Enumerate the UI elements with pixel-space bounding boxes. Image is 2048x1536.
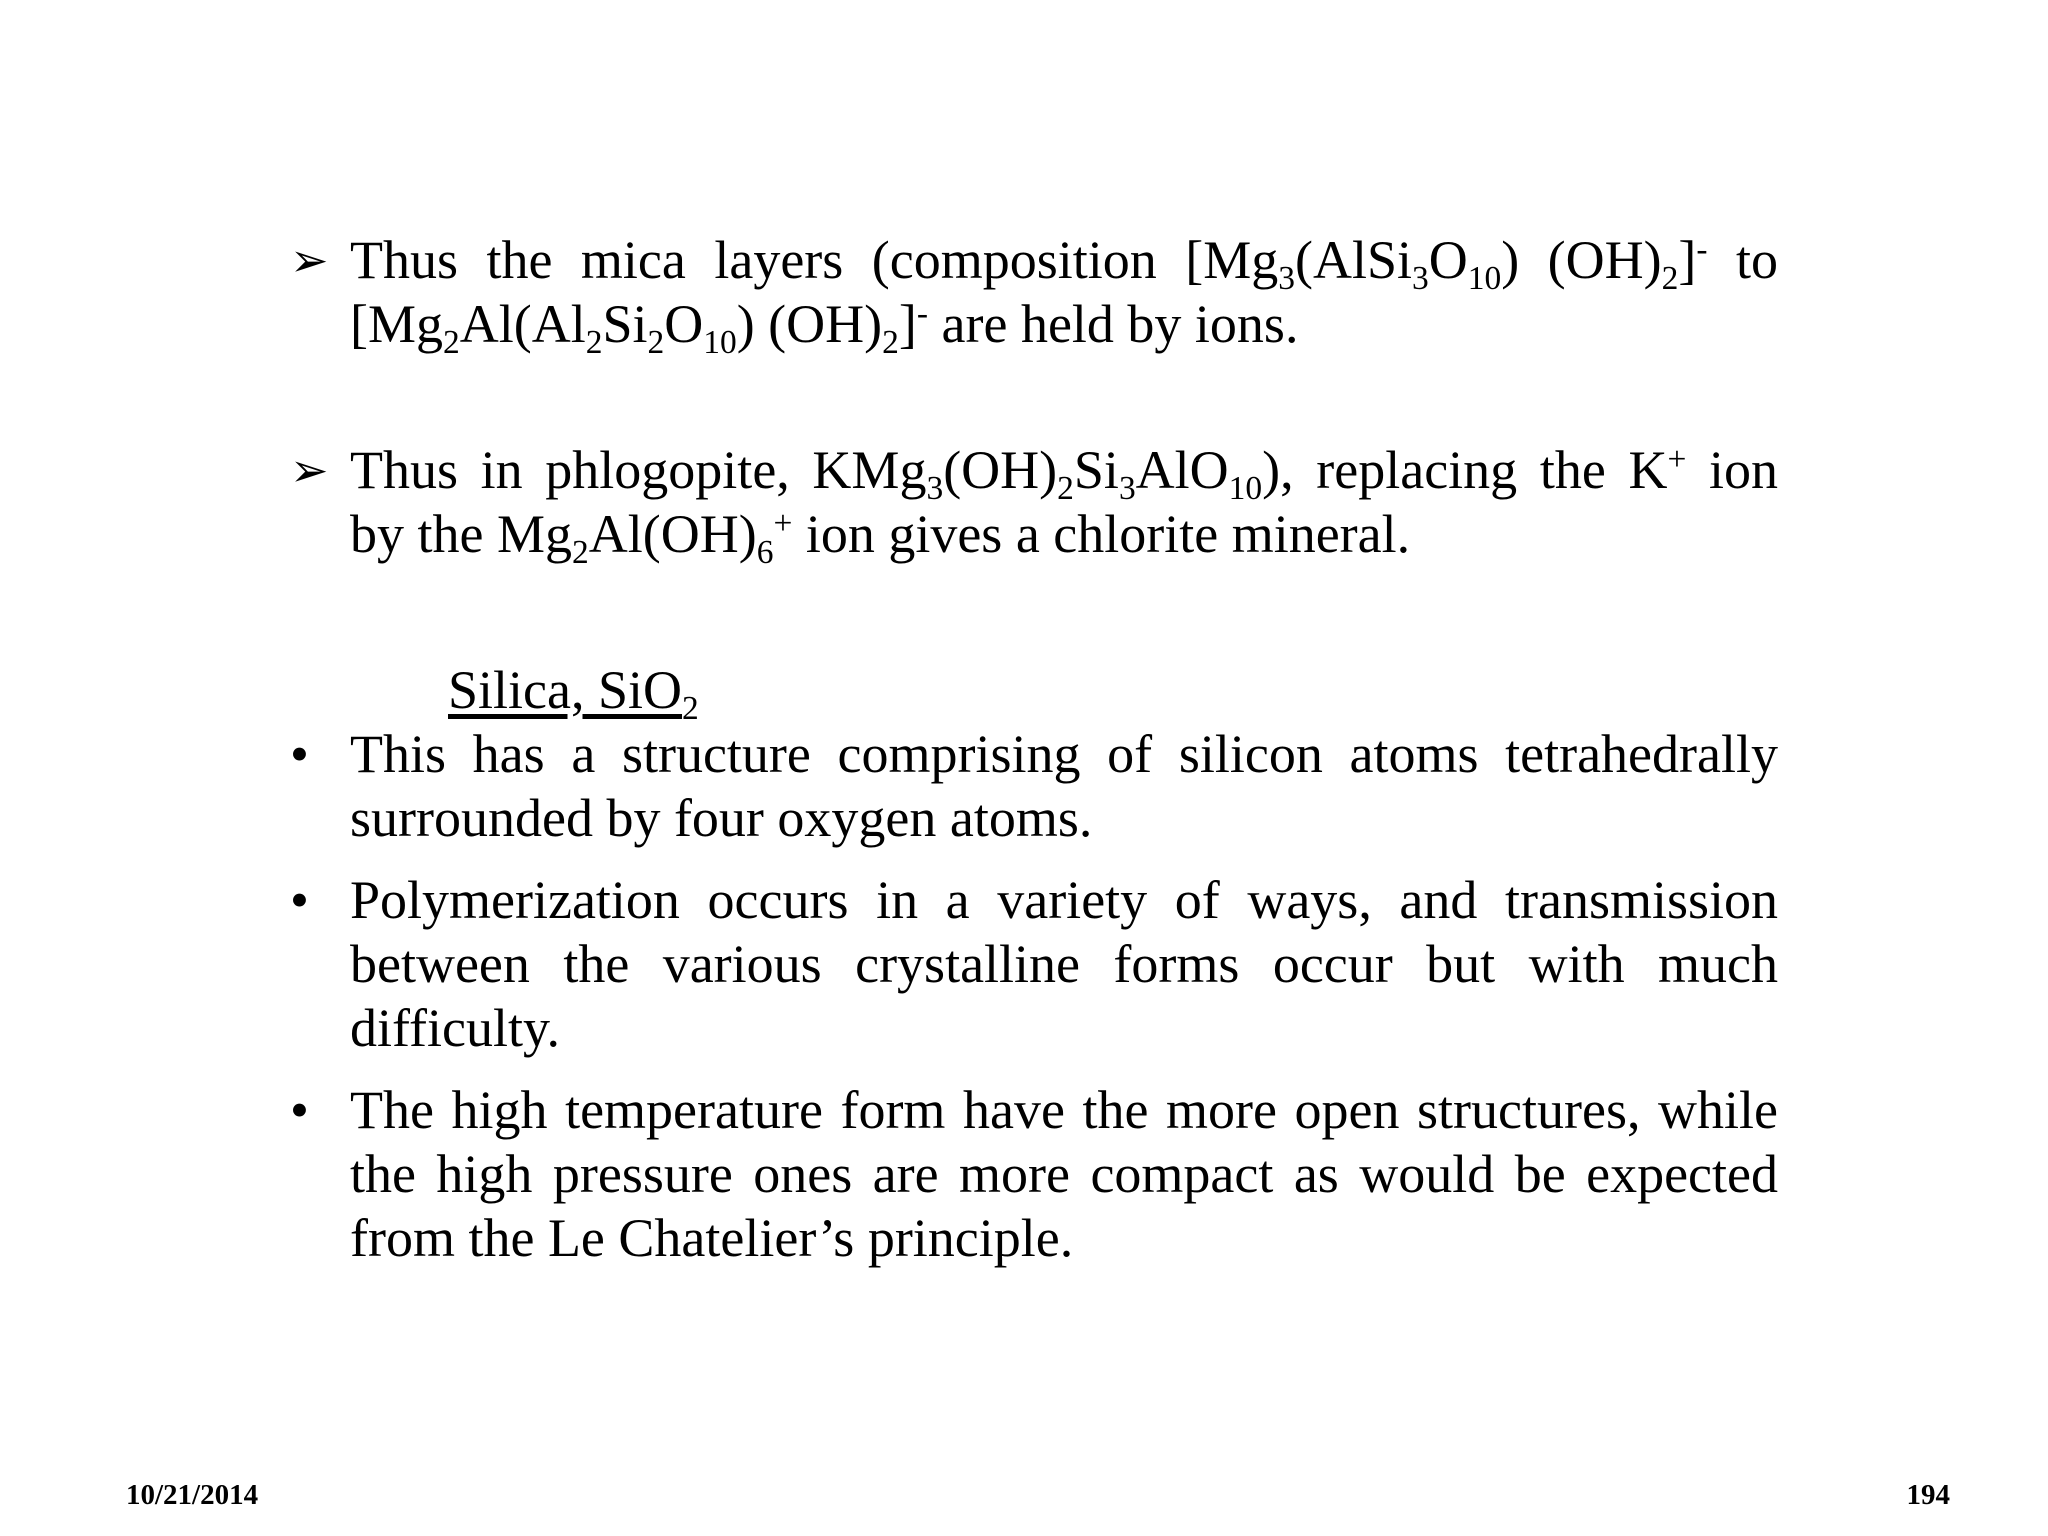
phlogopite-point [290,438,1778,571]
silica-point-structure [290,722,1778,850]
silica-point-text: The high temperature form have the more open structures, while the high pressure ones are more compact as would be expected from the Le Chatelier’s principle. [350,1080,1778,1268]
arrow-bullet-icon: ➢ [290,443,329,497]
bullet-dot-icon: • [290,870,309,930]
silica-point-text: This has a structure comprising of silicon atoms tetrahedrally surrounded by four oxygen atoms. [350,724,1778,848]
phlogopite-text: Thus in phlogopite, $KMg_3(OH)_2Si_3AlO_{10}$), replacing the K+ ion by the $Mg_2Al(OH)_6^+$ ion gives a chlorite mineral. [350,440,1778,571]
silica-point-temperature [290,1078,1778,1270]
bullet-dot-icon: • [290,724,309,784]
bullet-dot-icon: • [290,1080,309,1140]
footer-date: 10/21/2014 [126,1479,259,1511]
mica-layers-point [290,228,1778,361]
silica-heading: Silica, SiO$_2$ [448,660,699,727]
mica-layers-text: Thus the mica layers (composition [$Mg_3(AlSi_3O_{10})$ $(OH)_2]^-$ to [$Mg_2Al(Al_2Si_2O_{10})$ $(OH)_2]^-$ are held by ions. [350,230,1778,361]
silica-point-text: Polymerization occurs in a variety of ways, and transmission between the various crystalline forms occur but with much difficulty. [350,870,1778,1058]
arrow-bullet-icon: ➢ [290,233,329,287]
slide-content [290,228,1778,1270]
silica-point-polymerization [290,868,1778,1060]
page-number: 194 [1906,1479,1950,1511]
